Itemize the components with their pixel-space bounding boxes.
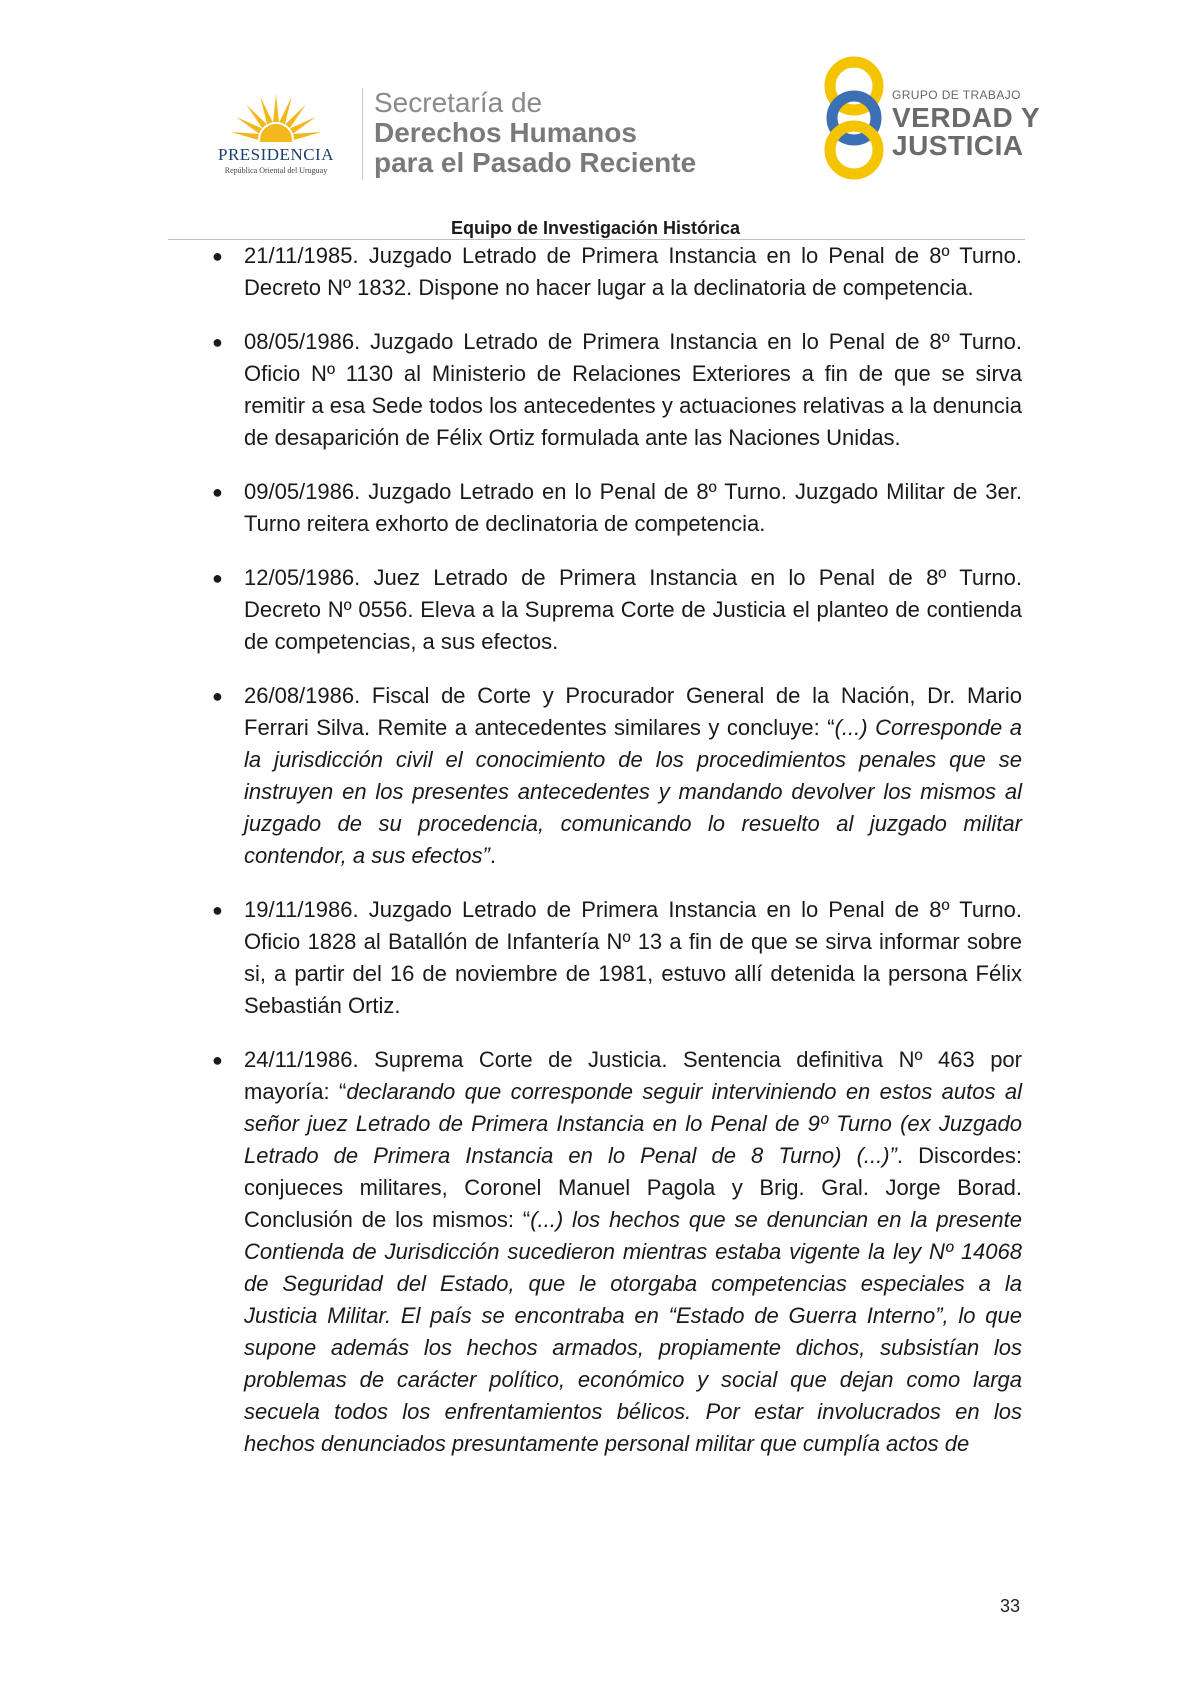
verdad-justicia-rings-logo-icon [818, 52, 898, 182]
entry-date: 08/05/1986. [244, 329, 361, 354]
entry-date: 26/08/1986. [244, 683, 361, 708]
entry-text: Juzgado Letrado de Primera Instancia en lo Penal de 8º Turno. Oficio 1828 al Batallón de Infantería Nº 13 a fin de que se sirva informar sobre si, a partir del 16 de noviembre de 1981, estuvo allí detenida la persona Félix Sebastián Ortiz. [244, 897, 1022, 1018]
entry-date: 24/11/1986. [244, 1047, 359, 1072]
entry-quote: (...) Corresponde a la jurisdicción civil el conocimiento de los procedimientos penales que se instruyen en los presentes antecedentes y mandando devolver los mismos al juzgado de su procedencia, comunicando lo resuelto al juzgado militar contendor, a sus efectos” [244, 715, 1022, 868]
page-number: 33 [1000, 1596, 1021, 1616]
list-item [210, 1044, 1022, 1460]
secretaria-line-3: para el Pasado Reciente [374, 147, 697, 178]
entry-date: 12/05/1986. [244, 565, 361, 590]
bullet-icon: ● [212, 900, 223, 920]
secretaria-title [374, 88, 696, 178]
list-item [210, 326, 1022, 454]
presidencia-name: PRESIDENCIA [217, 145, 334, 164]
entry-date: 19/11/1986. [244, 897, 359, 922]
list-item [210, 240, 1022, 304]
document-body [210, 240, 1022, 1482]
secretaria-line-2: Derechos Humanos [374, 117, 637, 148]
secretaria-line-1: Secretaría de [374, 87, 543, 118]
entry-quote-2: (...) los hechos que se denuncian en la presente Contienda de Jurisdicción sucedieron mientras estaba vigente la ley Nº 14068 de Seguridad del Estado, que le otorgaba competencias especiales a la Justicia Militar. El país se encontraba en “Estado de Guerra Interno”, lo que supone además los hechos armados, propiamente dichos, subsistían los problemas de carácter político, económico y social que dejan como larga secuela todos los enfrentamientos bélicos. Por estar involucrados en los hechos denunciados presuntamente personal militar que cumplía actos de [244, 1207, 1022, 1456]
bullet-icon: ● [212, 1050, 223, 1070]
entry-text: Juez Letrado de Primera Instancia en lo Penal de 8º Turno. Decreto Nº 0556. Eleva a la Suprema Corte de Justicia el planteo de contienda de competencias, a sus efectos. [244, 565, 1022, 654]
entry-text: Juzgado Letrado de Primera Instancia en lo Penal de 8º Turno. Decreto Nº 1832. Dispone no hacer lugar a la declinatoria de competencia. [244, 243, 1022, 300]
bullet-icon: ● [212, 686, 223, 706]
entry-text-2: . Discordes: conjueces militares, Coronel Manuel Pagola y Brig. Gral. Jorge Borad. Conclusión de los mismos: “ [244, 1143, 1022, 1232]
entry-quote: declarando que corresponde seguir interviniendo en estos autos al señor juez Letrado de Primera Instancia en lo Penal de 9º Turno (ex Juzgado Letrado de Primera Instancia en lo Penal de 8 Turno) (...)” [244, 1079, 1022, 1168]
entry-text: Suprema Corte de Justicia. Sentencia definitiva Nº 463 por mayoría: “ [244, 1047, 1022, 1104]
list-item [210, 562, 1022, 658]
entry-text: Juzgado Letrado de Primera Instancia en lo Penal de 8º Turno. Oficio Nº 1130 al Ministerio de Relaciones Exteriores a fin de que se sirva remitir a esa Sede todos los antecedentes y actuaciones relativas a la denuncia de desaparición de Félix Ortiz formulada ante las Naciones Unidas. [244, 329, 1022, 450]
bullet-icon: ● [212, 568, 223, 588]
verdad-justicia-title [892, 104, 1040, 160]
entry-text: Fiscal de Corte y Procurador General de la Nación, Dr. Mario Ferrari Silva. Remite a antecedentes similares y concluye: “ [244, 683, 1022, 740]
list-item [210, 476, 1022, 540]
bullet-icon: ● [212, 332, 223, 352]
entry-text: Juzgado Letrado en lo Penal de 8º Turno. Juzgado Militar de 3er. Turno reitera exhorto de declinatoria de competencia. [244, 479, 1022, 536]
bullet-icon: ● [212, 482, 223, 502]
justicia-line: JUSTICIA [892, 130, 1024, 161]
team-heading: Equipo de Investigación Histórica [450, 218, 741, 238]
entry-end: . [489, 843, 496, 868]
list-item [210, 680, 1022, 872]
entry-date: 09/05/1986. [244, 479, 361, 504]
verdad-line: VERDAD Y [892, 102, 1041, 133]
bullet-icon: ● [212, 246, 223, 266]
logo-divider [362, 88, 363, 180]
list-item [210, 894, 1022, 1022]
presidencia-subtitle: República Oriental del Uruguay [224, 166, 328, 175]
page-header [0, 0, 1191, 240]
grupo-trabajo-label: GRUPO DE TRABAJO [892, 88, 1021, 102]
entry-date: 21/11/1985. [244, 243, 359, 268]
